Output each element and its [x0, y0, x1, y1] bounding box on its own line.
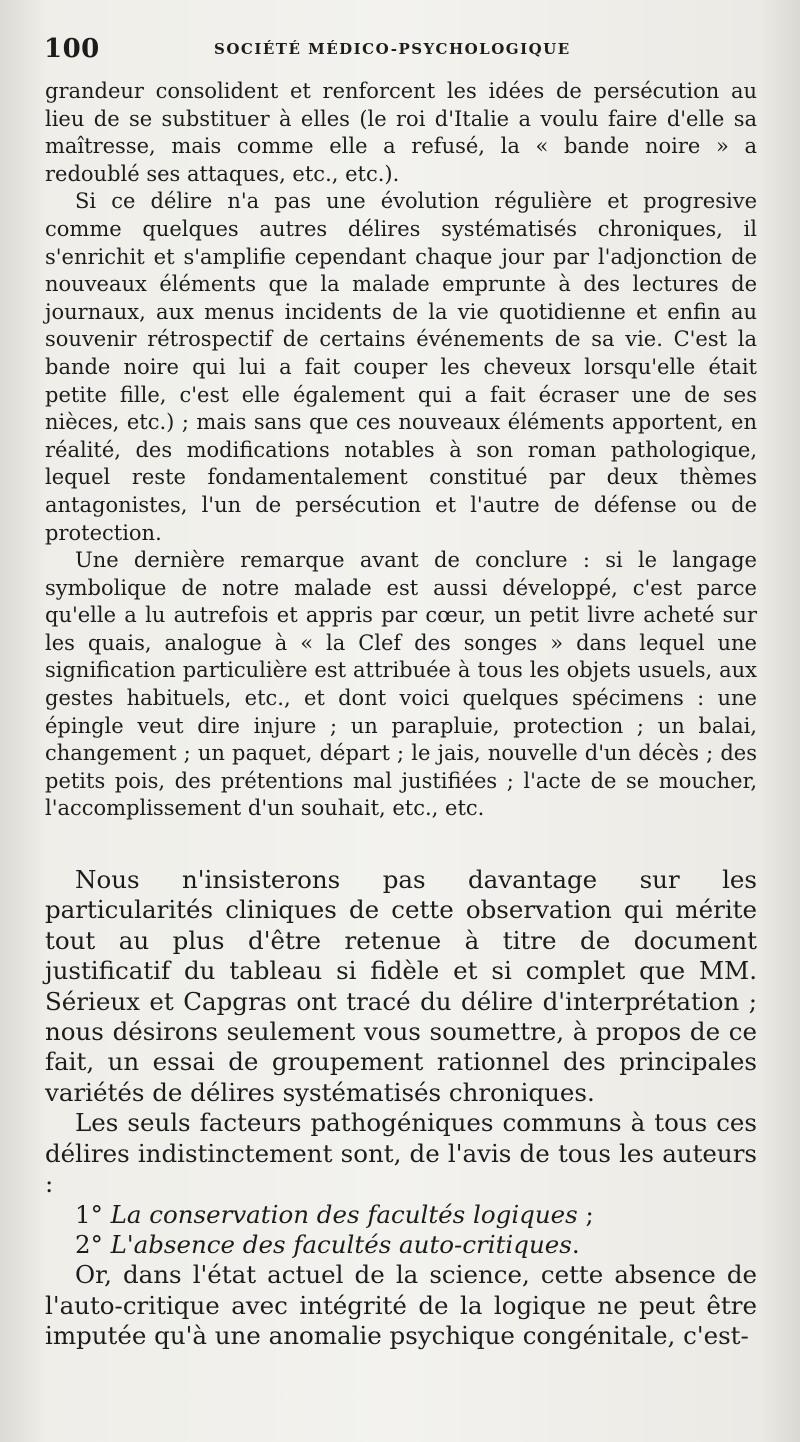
paragraph: Une dernière remarque avant de conclure : si le langage symbolique de notre malade est aussi développé, c'est parce qu'elle a lu autrefois et appris par cœur, un petit livre acheté sur les quais, analogue à « la Clef des songes » dans lequel une signification particulière est attribuée à tous les objets usuels, aux gestes habituels, etc., et dont voici quelques spécimens : une épingle veut dire injure ; un parapluie, protection ; un balai, changement ; un paquet, départ ; le jais, nouvelle d'un décès ; des petits pois, des prétentions mal justifiées ; l'acte de se moucher, l'accomplissement d'un souhait, etc., etc.: [45, 548, 757, 821]
list-number: 1°: [75, 1199, 103, 1229]
punctuation: .: [571, 1229, 580, 1259]
list-text: La conservation des facultés logiques: [110, 1199, 578, 1229]
list-number: 2°: [75, 1229, 103, 1259]
page-number: 100: [44, 34, 100, 64]
list-item: [45, 1230, 757, 1260]
punctuation: ;: [577, 1199, 594, 1229]
paragraph: Or, dans l'état actuel de la science, cette absence de l'auto-critique avec intégrité de la logique ne peut être imputée qu'à une anomalie psychique congénitale, c'est-: [45, 1260, 757, 1351]
page-header: [44, 34, 756, 70]
paragraph: Les seuls facteurs pathogéniques communs à tous ces délires indistinctement sont, de l'avis de tous les auteurs :: [45, 1108, 757, 1199]
list-item: [45, 1200, 757, 1230]
observation-section: [45, 78, 757, 823]
page-body: [45, 78, 757, 1352]
list-text: L'absence des facultés auto-critiques: [110, 1229, 572, 1259]
paragraph: Si ce délire n'a pas une évolution régulière et progresive comme quelques autres délires systématisés chroniques, il s'enrichit et s'amplifie cependant chaque jour par l'adjonction de nouveaux éléments que la malade emprunte à des lectures de journaux, aux menus incidents de la vie quotidienne et enfin au souvenir rétrospectif de certains événements de sa vie. C'est la bande noire qui lui a fait couper les cheveux lorsqu'elle était petite fille, c'est elle également qui a fait écraser une de ses nièces, etc.) ; mais sans que ces nouveaux éléments apportent, en réalité, des modifications notables à son roman pathologique, lequel reste fondamentalement constitué par deux thèmes antagonistes, l'un de persécution et l'autre de défense ou de protection.: [45, 189, 757, 545]
running-head: SOCIÉTÉ MÉDICO-PSYCHOLOGIQUE: [214, 40, 571, 58]
paragraph: Nous n'insisterons pas davantage sur les particularités cliniques de cette observation qui mérite tout au plus d'être retenue à titre de document justificatif du tableau si fidèle et si complet que MM. Sérieux et Capgras ont tracé du délire d'interprétation ; nous désirons seulement vous soumettre, à propos de ce fait, un essai de groupement rationnel des principales variétés de délires systématisés chroniques.: [45, 865, 757, 1107]
paragraph: grandeur consolident et renforcent les idées de persécution au lieu de se substituer à elles (le roi d'Italie a voulu faire d'elle sa maîtresse, mais comme elle a refusé, la « bande noire » a redoublé ses attaques, etc., etc.).: [45, 79, 757, 186]
discussion-section: [45, 865, 757, 1352]
